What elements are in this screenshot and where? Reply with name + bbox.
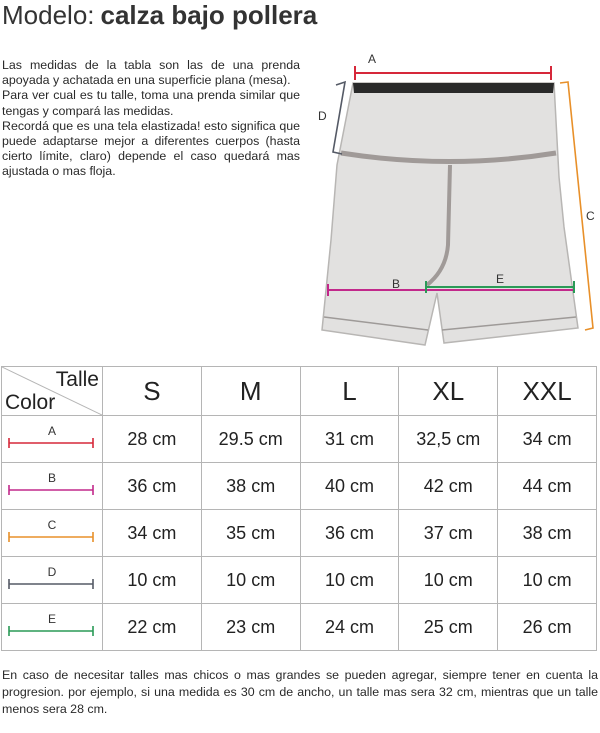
title-prefix: Modelo: [2, 0, 95, 30]
measure-key-letter: A [47, 424, 56, 438]
corner-talle: Talle [55, 368, 99, 391]
page-title [2, 0, 317, 31]
garment-diagram [310, 45, 600, 355]
footer-note: En caso de necesitar talles mas chicos o mas grandes se pueden agregar, siempre tener en cuenta la progresion. por ejemplo, si una medida es 30 cm de ancho, un talle mas sera 32 cm, mientras que un talle menos sera 28 cm. [2, 668, 598, 716]
table-cell: 10 cm [498, 557, 597, 604]
measure-key-b [2, 463, 103, 510]
table-cell: 42 cm [399, 463, 498, 510]
table-row [2, 416, 597, 463]
measure-key-a [2, 416, 103, 463]
measure-key-line [7, 577, 95, 591]
table-row [2, 463, 597, 510]
table-cell: 26 cm [498, 604, 597, 651]
intro-paragraph-1: Las medidas de la tabla son las de una prenda apoyada y achatada en una superficie plana (mesa). [2, 58, 300, 88]
measure-key-line [7, 483, 95, 497]
table-cell: 10 cm [103, 557, 202, 604]
size-header-xl: XL [399, 367, 498, 416]
table-cell: 23 cm [201, 604, 300, 651]
measure-key-line [7, 436, 95, 450]
table-cell: 10 cm [300, 557, 399, 604]
table-cell: 31 cm [300, 416, 399, 463]
table-cell: 36 cm [103, 463, 202, 510]
measure-key-line [7, 624, 95, 638]
table-cell: 36 cm [300, 510, 399, 557]
size-header-m: M [201, 367, 300, 416]
measure-key-letter: D [47, 565, 57, 579]
table-cell: 37 cm [399, 510, 498, 557]
intro-text [2, 58, 300, 180]
label-e: E [496, 272, 505, 286]
table-row [2, 604, 597, 651]
corner-color: Color [5, 391, 56, 414]
size-header-xxl: XXL [498, 367, 597, 416]
table-cell: 10 cm [399, 557, 498, 604]
table-row [2, 557, 597, 604]
intro-paragraph-3: Recordá que es una tela elastizada! esto significa que puede adaptarse mejor a diferentes cuerpos (hasta cierto límite, claro) depende el caso quedará mas ajustada o mas floja. [2, 118, 300, 179]
table-cell: 44 cm [498, 463, 597, 510]
size-header-row [2, 367, 597, 416]
measure-key-letter: B [47, 471, 56, 485]
table-cell: 25 cm [399, 604, 498, 651]
label-b: B [392, 277, 401, 291]
waistband [353, 83, 554, 93]
measure-a [355, 52, 551, 80]
table-cell: 38 cm [498, 510, 597, 557]
size-table [1, 366, 597, 651]
table-cell: 29.5 cm [201, 416, 300, 463]
label-d: D [318, 109, 327, 123]
size-header-s: S [103, 367, 202, 416]
table-cell: 34 cm [103, 510, 202, 557]
measure-key-c [2, 510, 103, 557]
table-cell: 38 cm [201, 463, 300, 510]
label-a: A [368, 52, 377, 66]
intro-paragraph-2: Para ver cual es tu talle, toma una prenda similar que tengas y compará las medidas. [2, 88, 300, 118]
table-cell: 22 cm [103, 604, 202, 651]
table-cell: 24 cm [300, 604, 399, 651]
label-c: C [586, 209, 595, 223]
corner-cell [2, 367, 103, 416]
measure-key-e [2, 604, 103, 651]
table-cell: 10 cm [201, 557, 300, 604]
table-cell: 35 cm [201, 510, 300, 557]
table-row [2, 510, 597, 557]
table-cell: 32,5 cm [399, 416, 498, 463]
measure-key-line [7, 530, 95, 544]
measure-key-letter: E [47, 612, 56, 626]
size-header-l: L [300, 367, 399, 416]
table-cell: 34 cm [498, 416, 597, 463]
table-cell: 28 cm [103, 416, 202, 463]
measure-key-letter: C [47, 518, 57, 532]
table-cell: 40 cm [300, 463, 399, 510]
measure-key-d [2, 557, 103, 604]
model-name: calza bajo pollera [100, 0, 318, 30]
